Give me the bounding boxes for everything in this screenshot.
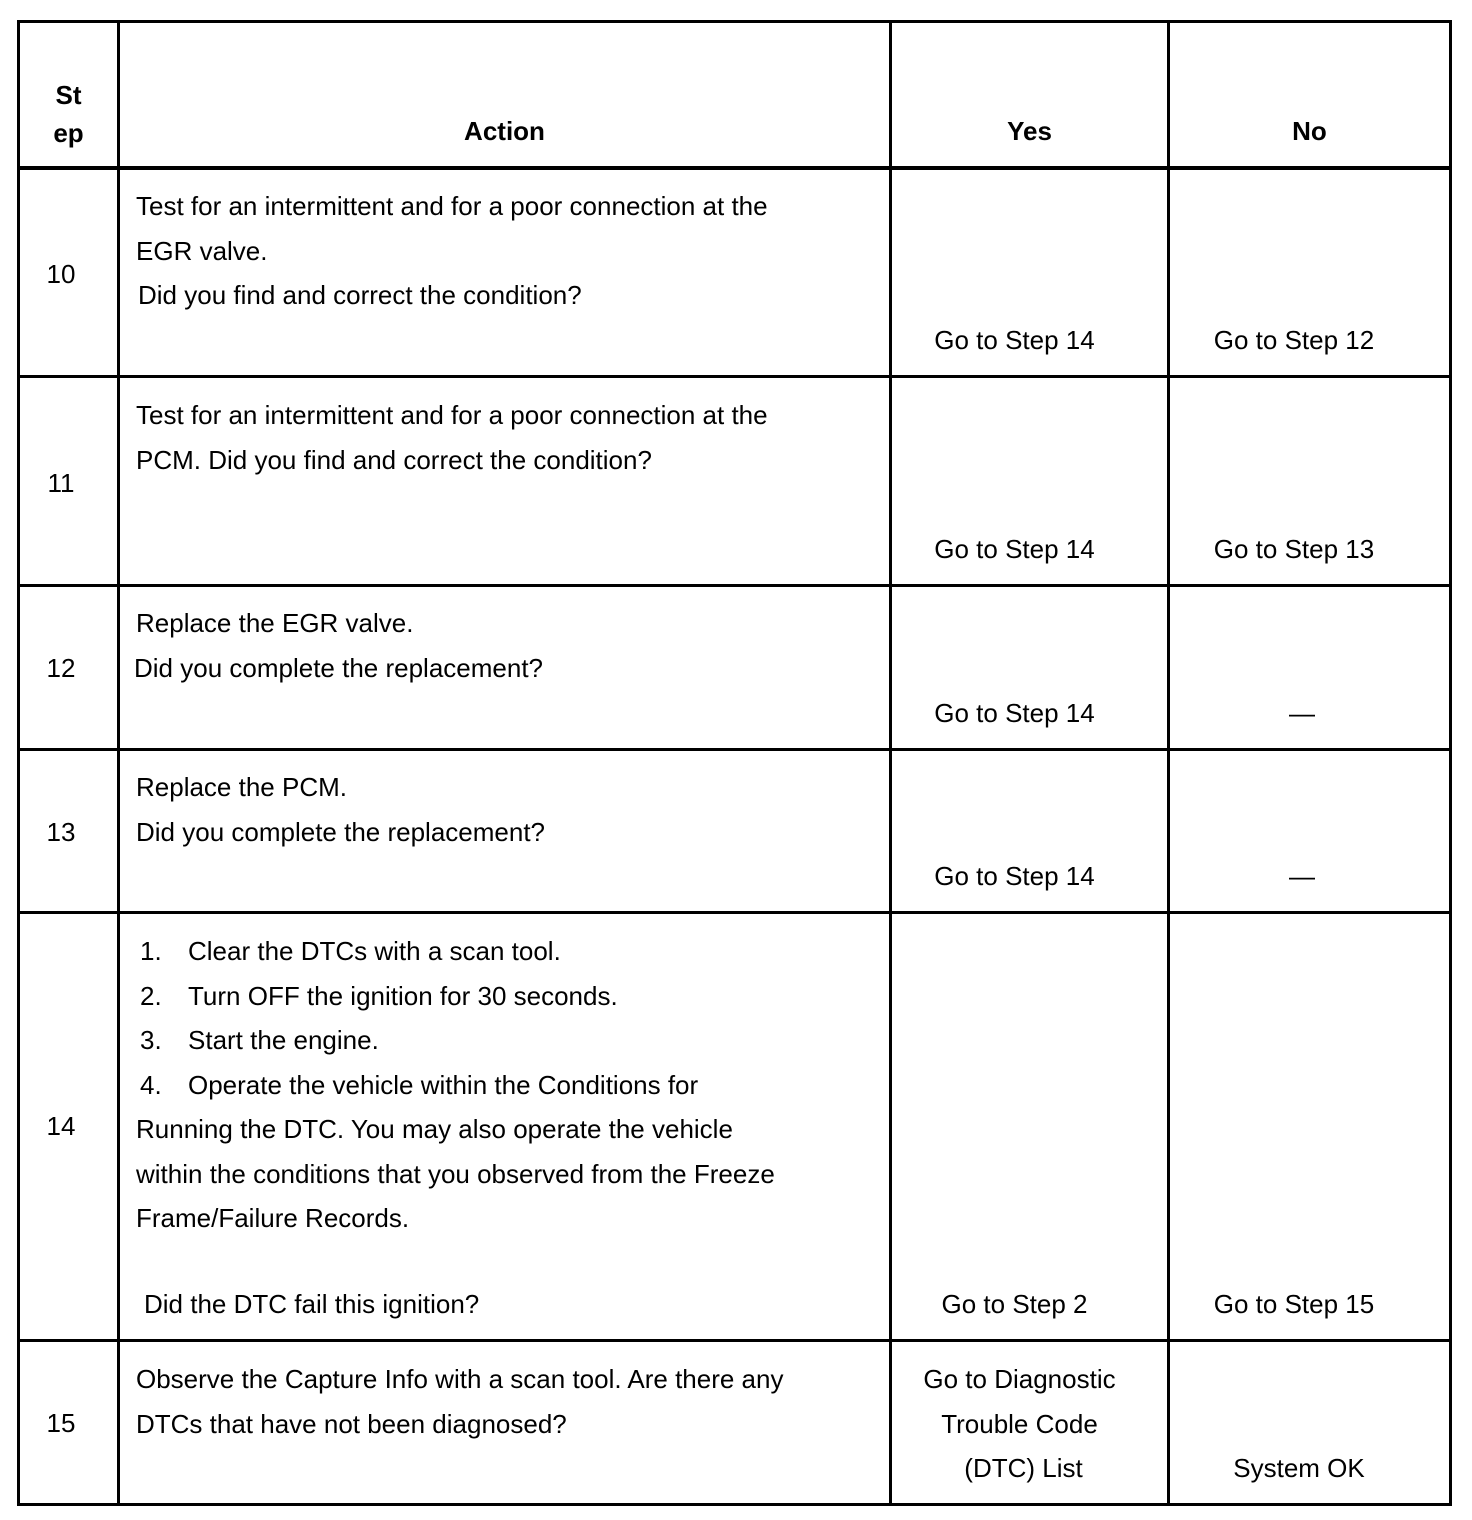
action-text <box>136 184 768 318</box>
action-line: Test for an intermittent and for a poor connection at the <box>136 400 768 430</box>
list-item <box>136 974 775 1019</box>
table-border-top <box>17 20 1452 23</box>
list-number: 3. <box>140 1025 162 1055</box>
action-text <box>136 765 545 854</box>
yes-line: (DTC) List <box>964 1453 1083 1483</box>
list-item <box>136 1018 775 1063</box>
row-divider <box>17 911 1452 914</box>
row-divider <box>17 748 1452 751</box>
yes-result: Go to Step 14 <box>934 325 1095 355</box>
list-text: Operate the vehicle within the Conditions for <box>188 1069 699 1100</box>
action-line: Replace the EGR valve. <box>136 608 414 638</box>
yes-result: Go to Step 14 <box>934 534 1095 564</box>
action-text <box>134 601 543 690</box>
action-line: Replace the PCM. <box>136 772 347 802</box>
no-result: — <box>1289 861 1315 891</box>
table-border-bottom <box>17 1503 1452 1506</box>
table-border-right <box>1449 20 1452 1506</box>
row-divider <box>17 1339 1452 1342</box>
list-number: 1. <box>140 936 162 966</box>
action-line: Test for an intermittent and for a poor connection at the <box>136 191 768 221</box>
list-text: Clear the DTCs with a scan tool. <box>188 936 561 966</box>
action-line: Did you find and correct the condition? <box>138 280 582 310</box>
action-line: DTCs that have not been diagnosed? <box>136 1408 567 1439</box>
step-number: 15 <box>46 1408 76 1438</box>
diagnostic-table <box>17 20 1452 1506</box>
action-text <box>136 929 775 1241</box>
action-line: Did you complete the replacement? <box>134 652 544 683</box>
yes-result <box>892 1357 1147 1491</box>
step-number: 12 <box>46 653 76 683</box>
action-line: Did you complete the replacement? <box>136 816 546 847</box>
yes-line: Trouble Code <box>941 1408 1098 1439</box>
header-yes: Yes <box>1007 116 1052 146</box>
action-text <box>136 393 768 482</box>
header-step <box>20 76 117 152</box>
action-line: within the conditions that you observed from the Freeze <box>136 1158 775 1189</box>
header-step-line: ep <box>53 118 84 148</box>
step-number: 14 <box>46 1111 76 1141</box>
yes-result: Go to Step 2 <box>941 1289 1088 1319</box>
row-divider <box>17 584 1452 587</box>
list-text: Turn OFF the ignition for 30 seconds. <box>188 980 618 1011</box>
action-line: EGR valve. <box>136 235 268 266</box>
action-line: PCM. Did you find and correct the condition? <box>136 444 652 475</box>
no-result: Go to Step 12 <box>1213 325 1375 355</box>
header-no: No <box>1292 116 1327 146</box>
list-number: 2. <box>140 980 162 1011</box>
yes-line: Go to Diagnostic <box>923 1364 1116 1394</box>
step-number: 11 <box>47 468 75 498</box>
list-item <box>136 929 775 974</box>
yes-result: Go to Step 14 <box>934 698 1095 728</box>
list-item <box>136 1063 775 1108</box>
header-step-line: St <box>55 80 82 110</box>
header-divider <box>17 166 1452 170</box>
list-text: Start the engine. <box>188 1025 379 1055</box>
no-result: Go to Step 15 <box>1213 1289 1375 1319</box>
column-divider <box>117 20 120 1506</box>
header-action: Action <box>464 116 545 146</box>
yes-result: Go to Step 14 <box>934 861 1095 891</box>
table-border-left <box>17 20 20 1506</box>
no-result: Go to Step 13 <box>1213 534 1375 564</box>
action-line: Observe the Capture Info with a scan tool. Are there any <box>136 1364 784 1394</box>
step-number: 13 <box>46 817 76 847</box>
no-result: — <box>1289 698 1315 728</box>
no-result: System OK <box>1233 1453 1365 1483</box>
action-line: Running the DTC. You may also operate the vehicle <box>136 1114 733 1144</box>
action-line: Frame/Failure Records. <box>136 1203 410 1233</box>
row-divider <box>17 375 1452 378</box>
action-text <box>136 1357 783 1446</box>
list-number: 4. <box>140 1069 162 1100</box>
action-question: Did the DTC fail this ignition? <box>144 1289 480 1319</box>
step-number: 10 <box>46 259 76 289</box>
